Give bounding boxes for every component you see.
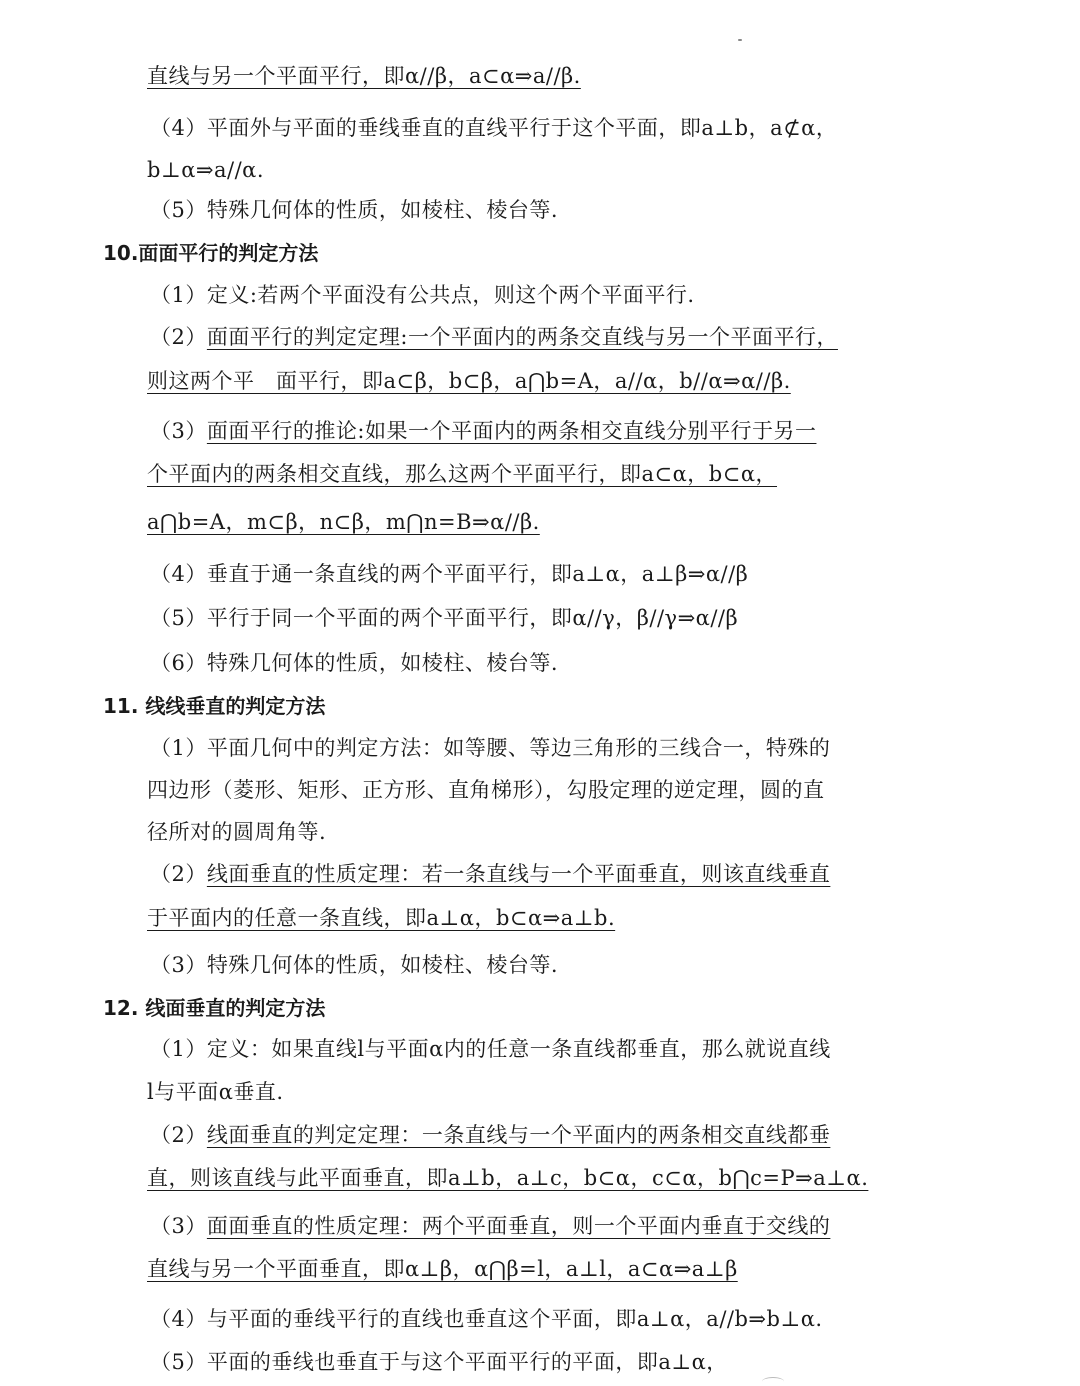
text-line [150, 1304, 823, 1334]
line-text: 直线与另一个平面垂直，即α⊥β，α⋂β=l，a⊥l，a⊂α⇒a⊥β [147, 1257, 738, 1281]
text-line [150, 733, 830, 763]
text-line [150, 1211, 830, 1241]
text-line [150, 322, 838, 352]
section-heading: 12. 线面垂直的判定方法 [103, 996, 326, 1020]
line-text: （4）平面外与平面的垂线垂直的直线平行于这个平面，即a⊥b，a⊄α， [150, 116, 838, 140]
text-line [150, 416, 816, 446]
text-line [147, 155, 264, 185]
text-line [147, 459, 777, 489]
text-line [150, 648, 558, 678]
line-text: 四边形（菱形、矩形、正方形、直角梯形），勾股定理的逆定理，圆的直 [147, 778, 825, 802]
line-text: （5）特殊几何体的性质，如棱柱、棱台等. [150, 198, 559, 222]
line-text: 直，则该直线与此平面垂直，即a⊥b，a⊥c，b⊂α，c⊂α，b⋂c=P⇒a⊥α. [147, 1166, 869, 1190]
text-line [147, 903, 615, 933]
section-heading: 10.面面平行的判定方法 [103, 241, 319, 265]
line-text: 线面垂直的性质定理：若一条直线与一个平面垂直，则该直线垂直 [206, 862, 831, 886]
line-text: 个平面内的两条相交直线，那么这两个平面平行，即a⊂α，b⊂α， [147, 462, 778, 486]
scan-speck [738, 39, 742, 41]
line-text: （1）定义:若两个平面没有公共点，则这个两个平面平行. [150, 283, 695, 307]
line-text: 于平面内的任意一条直线，即a⊥α，b⊂α⇒a⊥b. [147, 906, 616, 930]
line-text: （4）垂直于通一条直线的两个平面平行，即a⊥α，a⊥β⇒α//β [150, 562, 749, 586]
text-line [147, 61, 581, 91]
line-text: 面面垂直的性质定理：两个平面垂直，则一个平面内垂直于交线的 [206, 1214, 831, 1238]
line-text: （6）特殊几何体的性质，如棱柱、棱台等. [150, 651, 559, 675]
line-text: （5）平行于同一个平面的两个平面平行，即α//γ，β//γ⇒α//β [150, 606, 739, 630]
line-text: 面面平行的推论:如果一个平面内的两条相交直线分别平行于另一 [206, 419, 817, 443]
line-text: （4）与平面的垂线平行的直线也垂直这个平面，即a⊥α，a//b⇒b⊥α. [150, 1307, 823, 1331]
text-line [150, 280, 695, 310]
line-text: b⊥α⇒a//α. [147, 158, 264, 182]
text-line [147, 507, 540, 537]
line-text: （1）平面几何中的判定方法：如等腰、等边三角形的三线合一，特殊的 [150, 736, 831, 760]
section-heading: 11. 线线垂直的判定方法 [103, 694, 326, 718]
item-number: （3） [150, 1214, 207, 1238]
text-line [147, 817, 326, 847]
line-text: 线面垂直的判定定理：一条直线与一个平面内的两条相交直线都垂 [206, 1123, 831, 1147]
text-line [147, 1163, 868, 1193]
line-text: 径所对的圆周角等. [147, 820, 327, 844]
text-line [150, 603, 738, 633]
item-number: （2） [150, 325, 207, 349]
line-text: 直线与另一个平面平行，即α//β，a⊂α⇒a//β. [147, 64, 581, 88]
line-text: （3）特殊几何体的性质，如棱柱、棱台等. [150, 953, 559, 977]
text-line [147, 366, 791, 396]
text-line [150, 1347, 728, 1377]
text-line [150, 113, 837, 143]
text-line [150, 859, 830, 889]
text-line [150, 559, 748, 589]
text-line [147, 775, 825, 805]
item-number: （2） [150, 862, 207, 886]
text-line [150, 950, 558, 980]
text-line [147, 1077, 284, 1107]
line-text: 则这两个平 面平行，即a⊂β，b⊂β，a⋂b=A，a//α，b//α⇒α//β. [147, 369, 791, 393]
line-text: （5）平面的垂线也垂直于与这个平面平行的平面，即a⊥α， [150, 1350, 728, 1374]
text-line [150, 1120, 830, 1150]
line-text: a⋂b=A，m⊂β，n⊂β，m⋂n=B⇒α//β. [147, 510, 540, 534]
line-text: l与平面α垂直. [147, 1080, 284, 1104]
item-number: （2） [150, 1123, 207, 1147]
text-line [150, 1034, 831, 1064]
line-text: 面面平行的判定定理:一个平面内的两条交直线与另一个平面平行， [206, 325, 838, 349]
scan-mark [762, 1377, 784, 1386]
text-line [147, 1254, 738, 1284]
line-text: （1）定义：如果直线l与平面α内的任意一条直线都垂直，那么就说直线 [150, 1037, 831, 1061]
text-line [150, 195, 558, 225]
item-number: （3） [150, 419, 207, 443]
